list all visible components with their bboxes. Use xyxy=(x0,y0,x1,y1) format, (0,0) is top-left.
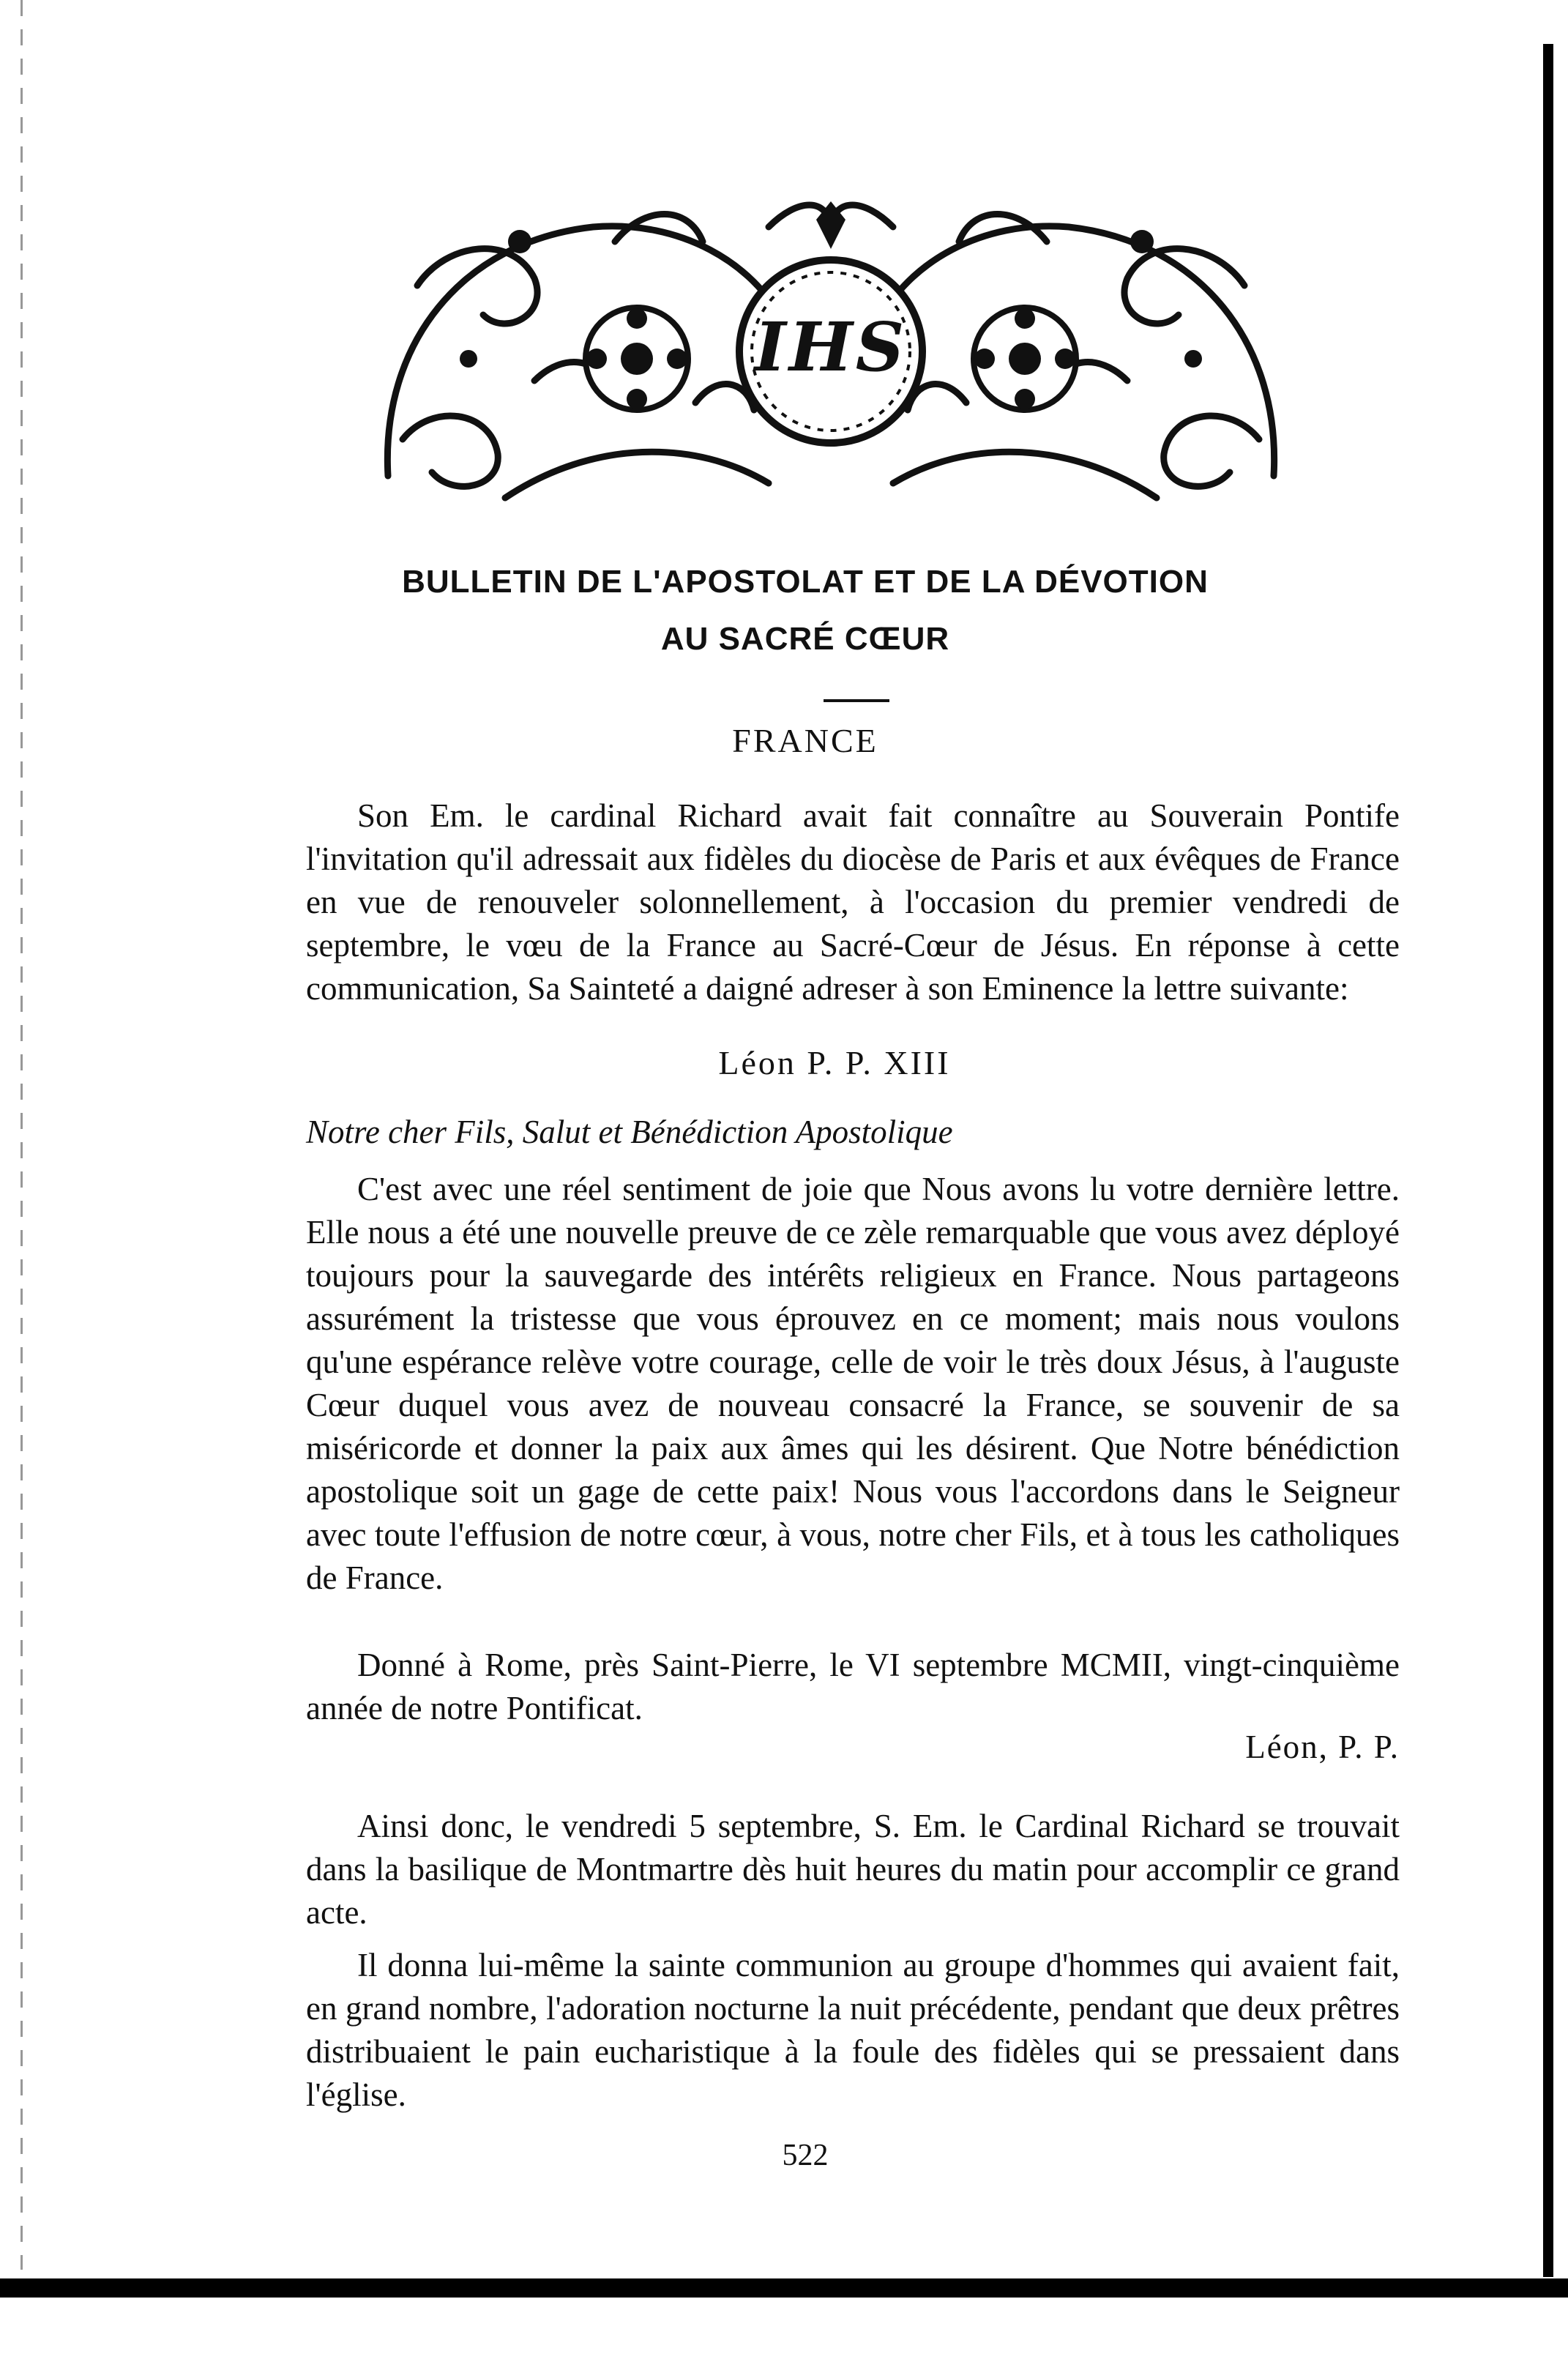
bulletin-title-line2: AU SACRÉ CŒUR xyxy=(660,621,950,657)
section-heading: FRANCE xyxy=(732,722,878,759)
page-number: 522 xyxy=(782,2139,829,2172)
paragraph-montmartre: Ainsi donc, le vendredi 5 septembre, S. Em. le Cardinal Richard se trouvait dans la basilique de Montmartre dès huit heures du matin pour accomplir ce grand acte. xyxy=(306,1808,1400,1931)
scan-edge-right xyxy=(1543,44,1553,2277)
bulletin-title-line1: BULLETIN DE L'APOSTOLAT ET DE LA DÉVOTION xyxy=(402,564,1209,600)
title-rule xyxy=(824,699,889,702)
intro-paragraph: Son Em. le cardinal Richard avait fait connaître au Souverain Pontife l'invitation qu'il adressait aux fidèles du diocèse de Paris et aux évêques de France en vue de renouveler solonnellement, à l'occasion du premier vendredi de septembre, le vœu de la France au Sacré-Cœur de Jésus. En réponse à cette communication, Sa Sainteté a daigné adreser à son Eminence la lettre suivante: xyxy=(306,797,1400,1007)
scan-edge-bottom xyxy=(0,2278,1568,2298)
paragraph-communion: Il donna lui-même la sainte communion au groupe d'hommes qui avaient fait, en grand nombre, l'adoration nocturne la nuit précédente, pendant que deux prêtres distribuaient le pain eucharistique à la foule des fidèles qui se pressaient dans l'église. xyxy=(306,1947,1400,2113)
letter-date: Donné à Rome, près Saint-Pierre, le VI septembre MCMII, vingt-cinquième année de notre Pontificat. xyxy=(306,1647,1400,1726)
letter-signature: Léon, P. P. xyxy=(1245,1729,1400,1765)
letter-salutation: Notre cher Fils, Salut et Bénédiction Apostolique xyxy=(306,1114,953,1150)
letter-body: C'est avec une réel sentiment de joie que Nous avons lu votre dernière lettre. Elle nous a été une nouvelle preuve de ce zèle remarquable que vous avez déployé toujours pour la sauvegarde des intérêts religieux en France. Nous partageons assurément la tristesse que vous éprouvez en ce moment; mais nous voulons qu'une espérance relève votre courage, celle de voir le très doux Jésus, à l'auguste Cœur duquel vous avez de nouveau consacré la France, se souvenir de sa miséricorde et donner la paix aux âmes qui les désirent. Que Notre bénédiction apostolique soit un gage de cette paix! Nous vous l'accordons dans le Seigneur avec toute l'effusion de notre cœur, à vous, notre cher Fils, et à tous les catholiques de France. xyxy=(306,1171,1400,1596)
scan-edge-left xyxy=(20,0,23,2270)
ornament-monogram: IHS xyxy=(754,308,908,387)
letter-header: Léon P. P. XIII xyxy=(718,1044,951,1081)
